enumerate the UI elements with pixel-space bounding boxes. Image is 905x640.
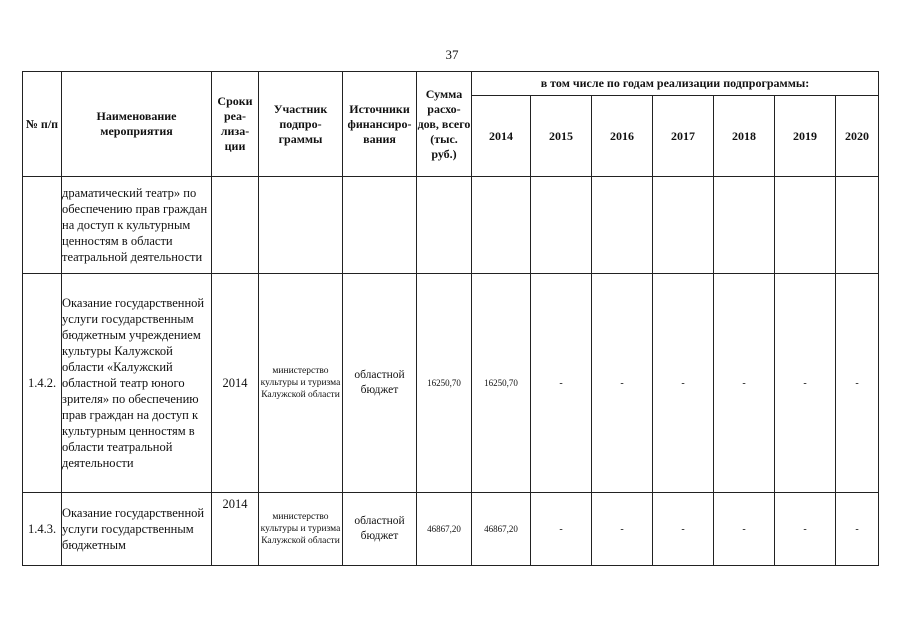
row-year-value [836, 177, 879, 274]
row-year-value [531, 177, 592, 274]
row-year-value: - [775, 493, 836, 566]
header-name: Наименование мероприятия [62, 72, 212, 177]
table-row [23, 493, 879, 566]
table-row [23, 177, 879, 274]
table-row [23, 274, 879, 493]
header-year: 2017 [653, 96, 714, 177]
row-year-value: - [653, 493, 714, 566]
row-participant [259, 177, 343, 274]
page-number: 37 [445, 47, 459, 62]
row-year-value: - [531, 274, 592, 493]
row-year-value: - [836, 274, 879, 493]
header-sum: Сумма расхо-дов, всего (тыс. руб.) [417, 72, 472, 177]
header-term: Сроки реа-лиза-ции [212, 72, 259, 177]
row-year-value: - [714, 493, 775, 566]
header-years-group: в том числе по годам реализации подпрограммы: [472, 72, 879, 96]
row-year-value: - [714, 274, 775, 493]
row-participant: министерство культуры и туризма Калужской области [259, 493, 343, 566]
row-year-value: 46867,20 [472, 493, 531, 566]
row-term: 2014 [212, 274, 259, 493]
row-name: Оказание государственной услуги государственным бюджетным учреждением культуры Калужской области «Калужский областной театр юного зрителя» по обеспечению прав граждан на доступ к культурным ценностям в области театральной деятельности [62, 274, 212, 493]
subprogram-table [22, 71, 879, 566]
row-source: областной бюджет [343, 493, 417, 566]
row-year-value [653, 177, 714, 274]
header-year: 2014 [472, 96, 531, 177]
row-sum: 16250,70 [417, 274, 472, 493]
header-year: 2020 [836, 96, 879, 177]
row-year-value [472, 177, 531, 274]
row-year-value: - [836, 493, 879, 566]
row-year-value: - [775, 274, 836, 493]
header-row [23, 72, 879, 96]
header-participant: Участник подпро-граммы [259, 72, 343, 177]
header-year: 2016 [592, 96, 653, 177]
row-term [212, 177, 259, 274]
row-num: 1.4.2. [23, 274, 62, 493]
row-sum: 46867,20 [417, 493, 472, 566]
header-year: 2015 [531, 96, 592, 177]
row-year-value [592, 177, 653, 274]
row-year-value: 16250,70 [472, 274, 531, 493]
row-source: областной бюджет [343, 274, 417, 493]
header-num: № п/п [23, 72, 62, 177]
header-year: 2019 [775, 96, 836, 177]
row-year-value: - [653, 274, 714, 493]
row-name: драматический театр» по обеспечению прав граждан на доступ к культурным ценностям в области театральной деятельности [62, 177, 212, 274]
row-year-value [775, 177, 836, 274]
row-year-value: - [531, 493, 592, 566]
header-year: 2018 [714, 96, 775, 177]
row-year-value [714, 177, 775, 274]
row-source [343, 177, 417, 274]
header-source: Источники финансиро-вания [343, 72, 417, 177]
row-participant: министерство культуры и туризма Калужской области [259, 274, 343, 493]
row-year-value: - [592, 493, 653, 566]
row-year-value: - [592, 274, 653, 493]
row-term: 2014 [212, 493, 259, 566]
row-num: 1.4.3. [23, 493, 62, 566]
row-sum [417, 177, 472, 274]
row-num [23, 177, 62, 274]
row-name: Оказание государственной услуги государственным бюджетным [62, 493, 212, 566]
